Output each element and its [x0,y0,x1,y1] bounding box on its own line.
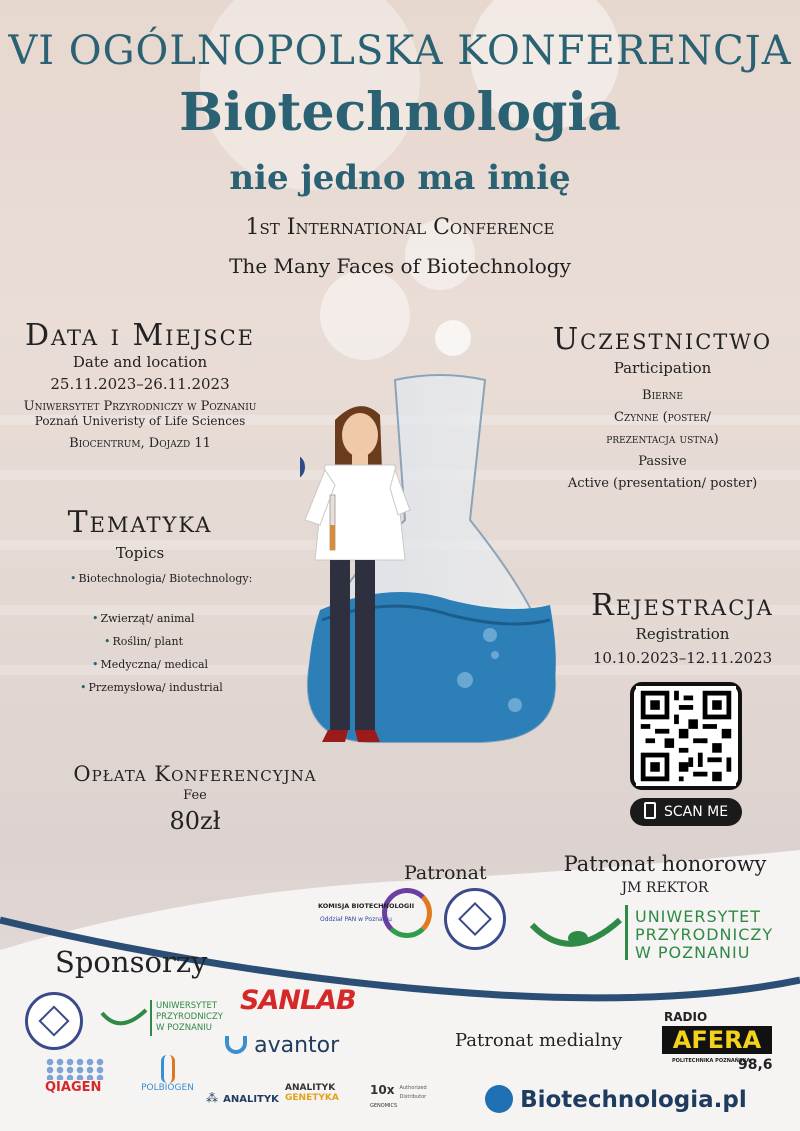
avantor-logo [225,1033,339,1058]
venue-address: Biocentrum, Dojazd 11 [69,436,211,451]
registration-subheading: Registration [635,625,730,643]
participation-active-pl-2: prezentacja ustna) [606,432,719,447]
biotechnologia-pl-logo [485,1085,747,1113]
avantor-mark-icon [225,1036,247,1054]
afera-frequency: 98,6 [738,1057,773,1073]
international-conference-title: 1st International Conference [245,215,555,240]
flask-scientist-illustration [300,370,580,750]
topic-item: • Roślin/ plant [104,635,183,648]
radio-afera-logo [662,1010,782,1082]
afera-university: POLITECHNIKA POZNAŃSKA [672,1058,751,1064]
conference-dates: 25.11.2023–26.11.2023 [50,375,230,393]
qiagen-logo [45,1058,105,1095]
date-location-subheading: Date and location [72,353,208,371]
decorative-bubble [435,320,471,356]
participation-active-en: Active (presentation/ poster) [567,476,758,491]
media-patronage-label: Patronat medialny [455,1030,623,1051]
registration-dates: 10.10.2023–12.11.2023 [592,649,773,667]
date-location-heading: Data i Miejsce [24,318,255,353]
topic-item: • Medyczna/ medical [92,658,208,671]
tenx-genomics-logo [370,1084,428,1111]
topics-section [40,505,260,585]
biochemical-society-seal-icon [444,888,506,950]
analityk-genetyka-logo [285,1083,339,1103]
rector-label: JM REKTOR [621,880,709,896]
analityk-genetyka-line2: GENETYKA [285,1093,339,1103]
sponsors-label: Sponsorzy [55,945,208,979]
registration-qr-code[interactable] [630,682,742,790]
upp-small-line2: PRZYRODNICZY [156,1012,224,1022]
analityk-genetyka-line1: ANALITYK [285,1083,336,1093]
komisja-biotechnologii-logo [318,888,436,943]
scan-me-label: SCAN ME [663,804,729,820]
qr-code-pattern-icon [634,686,738,786]
qiagen-dots-icon [45,1058,105,1080]
university-name-pl: Uniwersytet Przyrodniczy w Poznaniu [23,399,257,414]
komisja-branch: Oddział PAN w Poznaniu [320,916,392,923]
polbiogen-name: POLBIOGEN [141,1083,194,1093]
conference-subtitle: nie jedno ma imię [229,158,571,198]
biotech-drop-icon [485,1085,513,1113]
dna-helix-icon [161,1055,175,1083]
topic-item: • Zwierząt/ animal [92,612,195,625]
tenx-sub: GENOMICS [370,1103,398,1109]
analityk-logo [206,1087,279,1106]
analityk-name: ANALITYK [223,1094,279,1105]
upp-name-line3: W POZNANIU [635,943,751,962]
afera-name: AFERA [662,1026,772,1054]
participation-heading: Uczestnictwo [552,322,773,357]
upp-university-logo [530,905,780,965]
participation-active-pl: Czynne (poster/ [614,410,711,425]
upp-swoosh-icon [100,1005,148,1035]
biotech-pl-name: Biotechnologia.pl [520,1087,747,1113]
participation-subheading: Participation [613,359,712,377]
honorary-patronage-label: Patronat honorowy [563,852,767,876]
sanlab-logo: SANLAB [240,985,356,1016]
decorative-bubble [320,270,410,360]
komisja-ring-icon [382,888,432,938]
conference-title: Biotechnologia [179,82,621,143]
tenx-name: 10x [370,1083,395,1097]
conference-number-title: VI OGÓLNOPOLSKA KONFERENCJA [8,28,792,74]
registration-section [565,588,800,667]
university-name-en: Poznań Univeristy of Life Sciences [34,414,246,428]
upp-name-line2: PRZYRODNICZY [635,925,774,944]
english-title: The Many Faces of Biotechnology [229,254,571,278]
polbiogen-logo [140,1055,195,1093]
participation-passive-pl: Bierne [642,388,683,403]
fee-heading: Opłata Konferencyjna [73,762,317,786]
upp-small-line3: W POZNANIU [156,1023,213,1033]
topics-subheading: Topics [115,544,165,562]
upp-small-line1: UNIWERSYTET [156,1001,218,1011]
upp-name-line1: UNIWERSYTET [635,907,762,926]
radio-label: RADIO [664,1010,708,1024]
fee-subheading: Fee [183,788,207,803]
participation-passive-en: Passive [638,454,687,469]
upp-sponsor-logo [100,1000,230,1040]
analityk-dots-icon: ⁂ [206,1091,218,1105]
avantor-name: avantor [254,1033,340,1058]
tenx-note: Authorized Distributor [399,1085,427,1100]
komisja-name: KOMISJA BIOTECHNOLOGII [318,902,415,910]
topics-heading: Tematyka [67,505,213,540]
phone-icon [644,802,656,819]
topic-item: • Przemysłowa/ industrial [80,681,223,694]
patronage-label: Patronat [404,862,487,884]
fee-amount: 80zł [169,807,221,835]
registration-heading: Rejestracja [591,588,774,623]
upp-swoosh-icon [530,910,625,960]
qiagen-name: QIAGEN [45,1080,102,1095]
topics-intro: • Biotechnologia/ Biotechnology: [70,572,260,585]
date-location-section [10,318,270,451]
biochemical-society-seal-icon [25,992,83,1050]
